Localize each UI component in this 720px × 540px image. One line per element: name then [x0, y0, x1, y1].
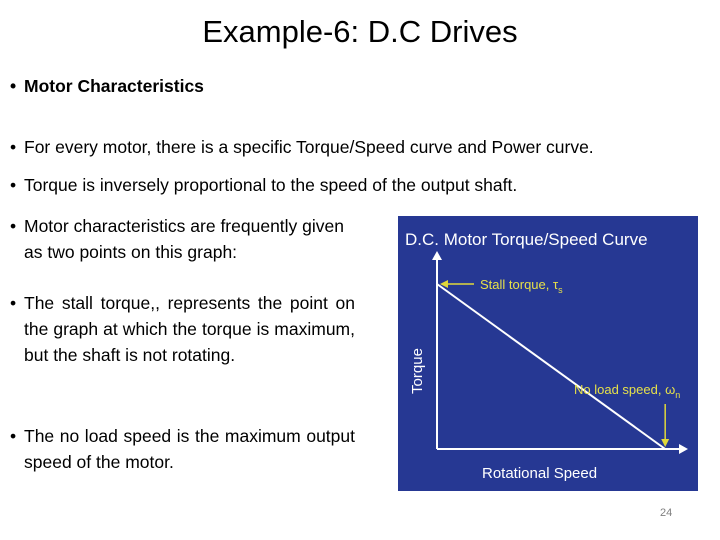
bullet-inverse-proportional: [10, 172, 710, 198]
bullet-stall-torque: [10, 290, 355, 368]
x-axis-label: Rotational Speed: [482, 465, 598, 482]
bullet-motor-characteristics: [10, 73, 710, 99]
bullet-text: The stall torque,, represents the point on the graph at which the torque is maximum, but the shaft is not rotating.: [24, 293, 355, 365]
slide-title: Example-6: D.C Drives: [202, 14, 518, 49]
chart-title: D.C. Motor Torque/Speed Curve: [405, 230, 648, 249]
bullet-no-load-speed: [10, 423, 355, 475]
bullet-torque-speed-curve: [10, 134, 710, 160]
y-axis-label: Torque: [409, 348, 426, 394]
bullet-marker: •: [10, 137, 17, 157]
bullet-marker: •: [10, 175, 17, 195]
bullet-text: Motor characteristics are frequently given as two points on this graph:: [24, 216, 344, 262]
bullet-two-points: [10, 213, 355, 265]
no-load-speed-label: No load speed, $\omega_n$: [574, 382, 681, 400]
bullet-marker: •: [10, 216, 17, 236]
bullet-marker: •: [10, 293, 17, 313]
bullet-text: Motor Characteristics: [24, 76, 204, 96]
bullet-marker: •: [10, 76, 17, 96]
torque-speed-chart: [398, 216, 698, 491]
stall-torque-label: Stall torque, $\tau_s$: [480, 277, 563, 295]
bullet-text: Torque is inversely proportional to the speed of the output shaft.: [24, 175, 518, 195]
bullet-marker: •: [10, 426, 17, 446]
bullet-text: The no load speed is the maximum output speed of the motor.: [24, 426, 355, 472]
bullet-text: For every motor, there is a specific Torque/Speed curve and Power curve.: [24, 137, 594, 157]
page-number: 24: [660, 507, 673, 519]
